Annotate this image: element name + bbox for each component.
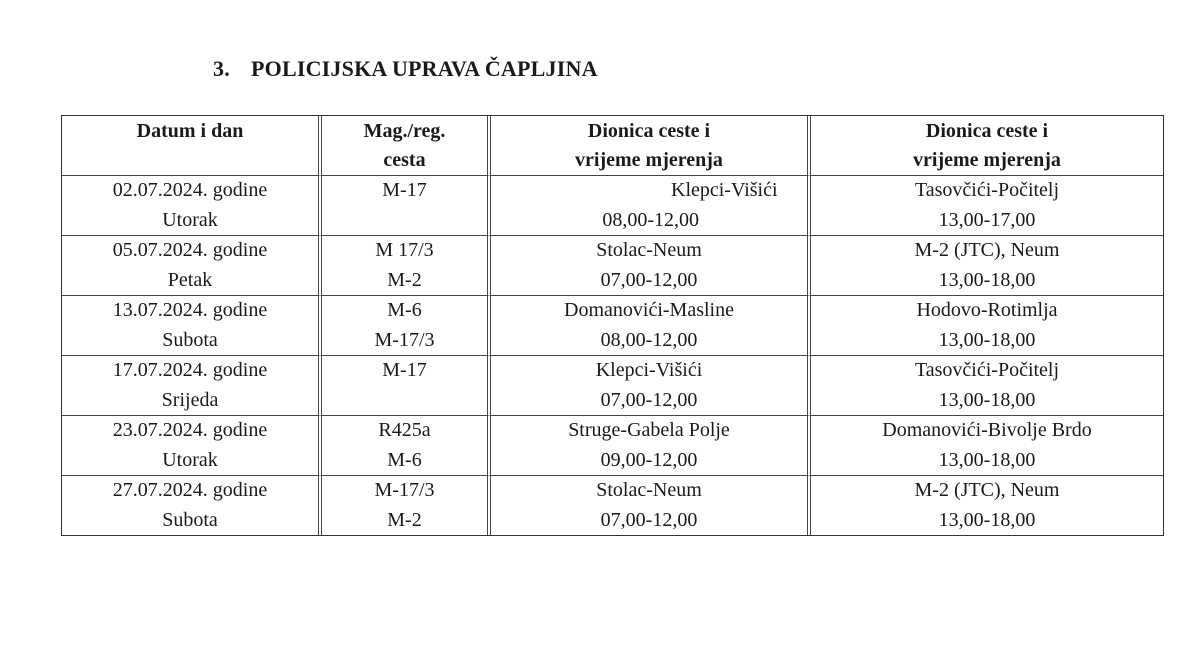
road-cell (318, 176, 487, 236)
day-text: Utorak (162, 208, 218, 231)
table-row (62, 476, 1163, 535)
time-text: 13,00-18,00 (938, 268, 1036, 291)
section-2-cell (807, 476, 1163, 535)
section-number: 3. (213, 56, 230, 81)
header-line: vrijeme mjerenja (575, 148, 723, 171)
road-cell (318, 416, 487, 476)
time-text: 07,00-12,00 (600, 268, 698, 291)
date-text: 23.07.2024. godine (112, 419, 268, 441)
day-text: Petak (167, 268, 213, 291)
road-text: M-17/3 (374, 479, 435, 501)
road-cell (318, 296, 487, 356)
section-text: Klepci-Višići (595, 359, 703, 381)
section-text: Hodovo-Rotimlja (916, 299, 1058, 321)
date-day-cell (62, 176, 318, 236)
header-line: vrijeme mjerenja (913, 148, 1061, 171)
road-text: R425a (378, 419, 431, 441)
date-day-cell (62, 416, 318, 476)
section-text: Klepci-Višići (671, 179, 778, 201)
time-text: 13,00-17,00 (938, 208, 1036, 231)
road-text: M-2 (387, 268, 422, 291)
section-heading (213, 56, 598, 82)
date-text: 02.07.2024. godine (112, 179, 268, 201)
header-road (318, 116, 487, 176)
road-cell (318, 236, 487, 296)
date-text: 17.07.2024. godine (112, 359, 268, 381)
time-text: 08,00-12,00 (600, 328, 698, 351)
table-row (62, 176, 1163, 236)
section-1-cell (487, 176, 807, 236)
header-section-2 (807, 116, 1163, 176)
section-text: Tasovčići-Počitelj (914, 179, 1060, 201)
section-text: M-2 (JTC), Neum (914, 479, 1060, 501)
section-2-cell (807, 356, 1163, 416)
section-1-cell (487, 476, 807, 535)
road-text: M-17/3 (374, 328, 435, 351)
measurement-schedule-table (61, 115, 1164, 536)
section-text: Domanovići-Bivolje Brdo (882, 419, 1092, 441)
header-line: Dionica ceste i (587, 120, 711, 142)
section-text: Struge-Gabela Polje (568, 419, 730, 441)
day-text: Subota (162, 508, 218, 531)
road-text: M-17 (382, 179, 427, 201)
section-text: Tasovčići-Počitelj (914, 359, 1060, 381)
date-day-cell (62, 356, 318, 416)
section-text: Domanovići-Masline (564, 299, 734, 321)
table-row (62, 296, 1163, 356)
time-text: 07,00-12,00 (600, 388, 698, 411)
table-header-row (62, 116, 1163, 176)
section-1-cell (487, 356, 807, 416)
section-1-cell (487, 296, 807, 356)
date-day-cell (62, 296, 318, 356)
date-text: 13.07.2024. godine (112, 299, 268, 321)
section-title: POLICIJSKA UPRAVA ČAPLJINA (251, 56, 598, 81)
day-text: Utorak (162, 448, 218, 471)
road-text: M-6 (387, 299, 422, 321)
section-2-cell (807, 236, 1163, 296)
road-text: M-6 (387, 448, 422, 471)
section-1-cell (487, 416, 807, 476)
time-text: 13,00-18,00 (938, 388, 1036, 411)
header-section-1 (487, 116, 807, 176)
time-text: 13,00-18,00 (938, 448, 1036, 471)
section-1-cell (487, 236, 807, 296)
road-cell (318, 476, 487, 535)
section-text: M-2 (JTC), Neum (914, 239, 1060, 261)
date-text: 27.07.2024. godine (112, 479, 268, 501)
header-line: Datum i dan (136, 120, 244, 142)
day-text: Srijeda (161, 388, 219, 411)
table-row (62, 236, 1163, 296)
date-text: 05.07.2024. godine (112, 239, 268, 261)
road-text: M-2 (387, 508, 422, 531)
day-text: Subota (162, 328, 218, 351)
section-text: Stolac-Neum (596, 239, 702, 261)
date-day-cell (62, 236, 318, 296)
time-text: 08,00-12,00 (602, 208, 699, 231)
road-cell (318, 356, 487, 416)
time-text: 09,00-12,00 (600, 448, 698, 471)
section-text: Stolac-Neum (596, 479, 702, 501)
header-line: Dionica ceste i (925, 120, 1049, 142)
road-text (322, 206, 487, 236)
table-row (62, 356, 1163, 416)
road-text: M-17 (382, 359, 427, 381)
date-day-cell (62, 476, 318, 535)
section-2-cell (807, 176, 1163, 236)
time-text: 13,00-18,00 (938, 508, 1036, 531)
section-2-cell (807, 416, 1163, 476)
time-text: 07,00-12,00 (600, 508, 698, 531)
road-text: M 17/3 (375, 239, 434, 261)
header-line: Mag./reg. (363, 120, 446, 142)
header-date-day (62, 116, 318, 176)
road-text (322, 386, 487, 416)
section-2-cell (807, 296, 1163, 356)
time-text: 13,00-18,00 (938, 328, 1036, 351)
table-row (62, 416, 1163, 476)
header-line: cesta (383, 148, 426, 171)
